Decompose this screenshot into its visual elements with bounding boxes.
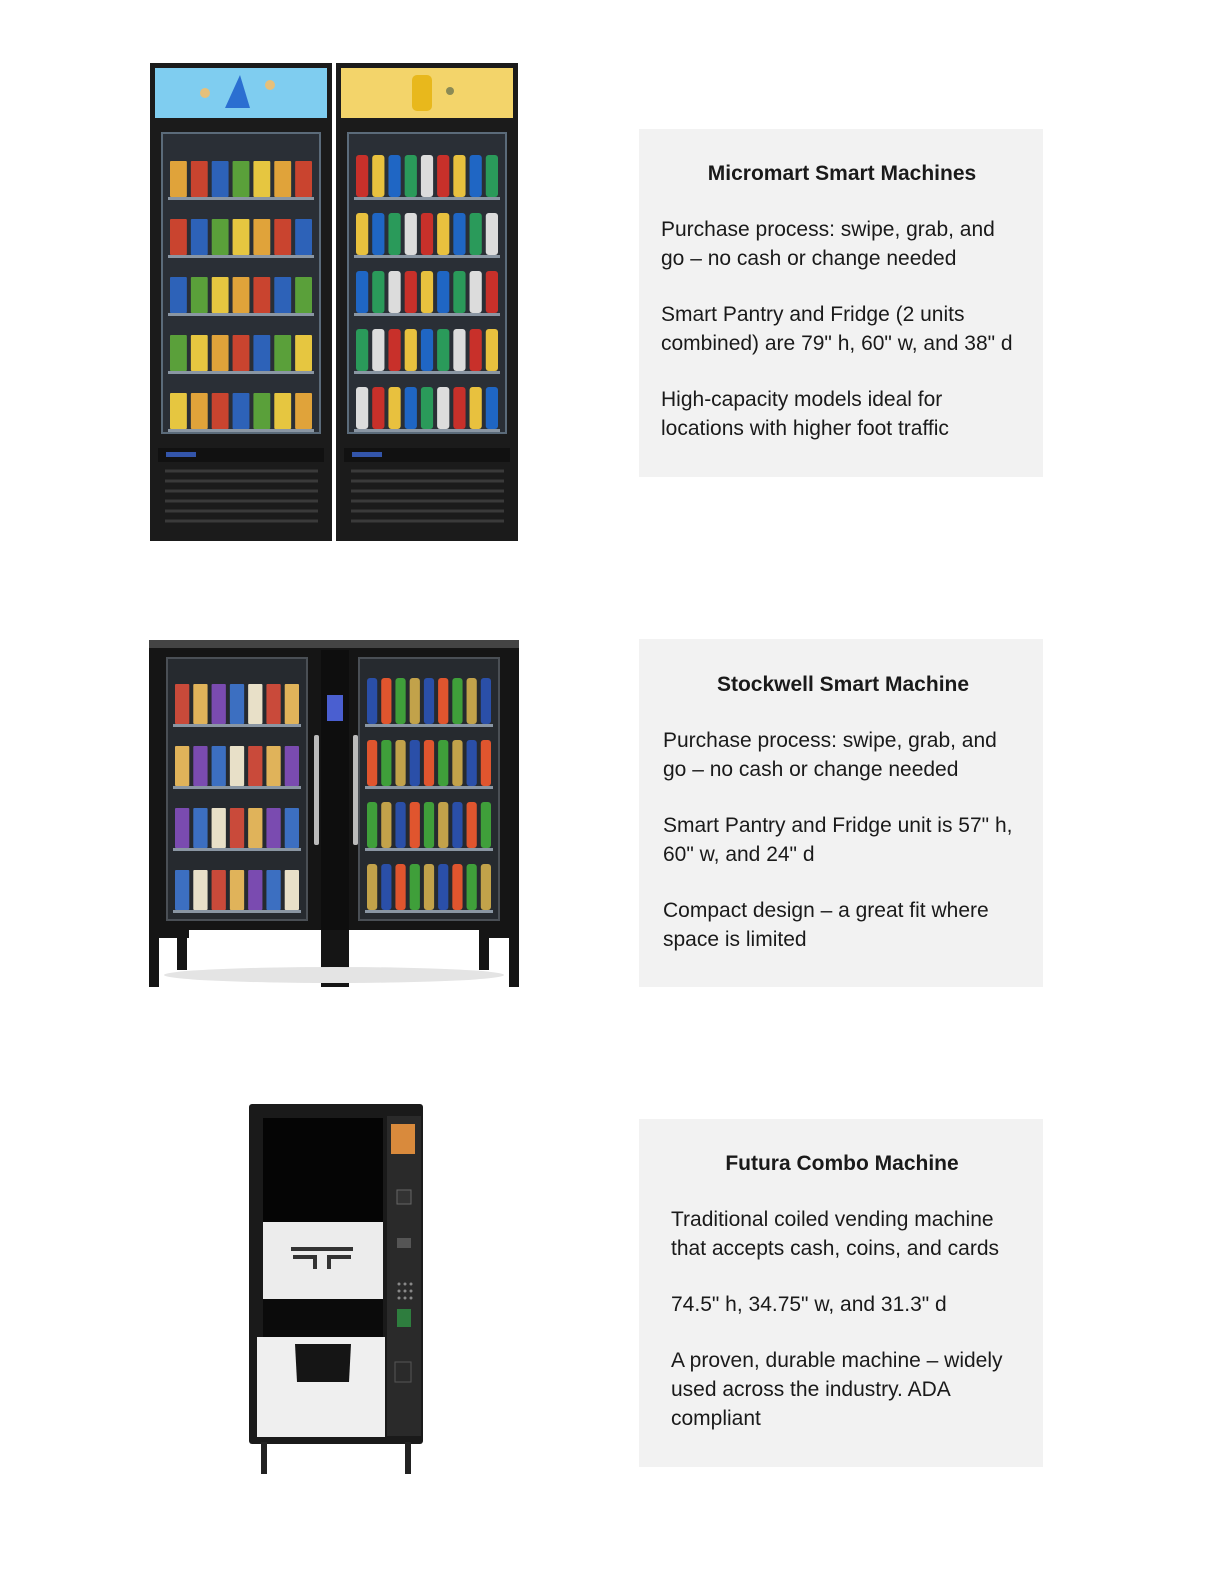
stockwell-machine-image [149,640,519,987]
micromart-info-card [639,129,1043,477]
machine-detail: Smart Pantry and Fridge unit is 57" h, 60" w, and 24" d [663,814,1013,866]
machine-title: Stockwell Smart Machine [716,673,970,696]
futura-machine-image [249,1104,423,1476]
micromart-machine-image [150,63,518,544]
machine-detail: High-capacity models ideal for locations with higher foot traffic [661,388,949,440]
machine-detail: 74.5" h, 34.75" w, and 31.3" d [671,1293,947,1316]
machine-title: Futura Combo Machine [725,1152,959,1175]
machine-detail: Traditional coiled vending machine that accepts cash, coins, and cards [671,1208,1000,1260]
machine-detail: A proven, durable machine – widely used across the industry. ADA compliant [671,1349,1003,1430]
machine-detail: Smart Pantry and Fridge (2 units combined) are 79" h, 60" w, and 38" d [661,303,1013,355]
stockwell-info-card [639,639,1043,987]
futura-info-card [639,1119,1043,1467]
machine-title: Micromart Smart Machines [707,162,977,185]
machine-detail: Purchase process: swipe, grab, and go – no cash or change needed [661,218,995,270]
machine-detail: Purchase process: swipe, grab, and go – no cash or change needed [663,729,997,781]
machine-detail: Compact design – a great fit where space is limited [663,899,989,951]
